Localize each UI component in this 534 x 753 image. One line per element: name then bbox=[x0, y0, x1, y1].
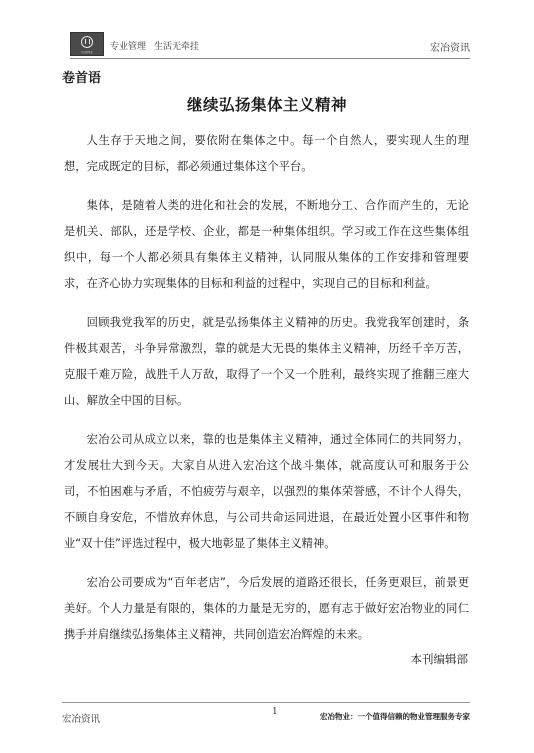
article-paragraph-3: 回顾我党我军的历史，就是弘扬集体主义精神的历史。我党我军创建时，条件极其艰苦，斗争异常激烈，靠的就是大无畏的集体主义精神，历经千辛万苦，克服千难万险，战胜千人万敌，取得了一个又一个胜利，最终实现了推翻三座大山、解放全中国的目标。 bbox=[64, 316, 469, 407]
header-slogan bbox=[110, 39, 199, 52]
logo-emblem-icon bbox=[81, 36, 93, 48]
slogan-left: 专业管理 bbox=[110, 42, 147, 52]
footer-publication-title: 宏冶资讯 bbox=[62, 714, 101, 725]
article-signature: 本刊编辑部 bbox=[410, 652, 468, 666]
article-body bbox=[64, 128, 469, 661]
article-paragraph-1: 人生存于天地之间，要依附在集体之中。每一个自然人，要实现人生的理想，完成既定的目标，都必须通过集体这个平台。 bbox=[64, 134, 469, 173]
page-footer bbox=[62, 702, 470, 727]
page-number: 1 bbox=[272, 707, 278, 717]
footer-tagline: 宏冶物业：一个值得信赖的物业管理服务专家 bbox=[320, 712, 470, 721]
header-publication-title: 宏冶资讯 bbox=[430, 43, 470, 54]
article-paragraph-5: 宏冶公司要成为“百年老店”，今后发展的道路还很长，任务更艰巨，前景更美好。个人力量是有限的，集体的力量是无穷的，愿有志于做好宏冶物业的同仁携手并肩继续弘扬集体主义精神，共同创造宏冶辉煌的未来。 bbox=[64, 576, 469, 641]
slogan-right: 生活无牵挂 bbox=[154, 42, 200, 52]
section-label: 卷首语 bbox=[62, 71, 102, 86]
page-header bbox=[70, 32, 470, 59]
logo-text: 宏冶物业 bbox=[80, 51, 93, 54]
article-paragraph-2: 集体，是随着人类的进化和社会的发展，不断地分工、合作而产生的，无论是机关、部队，还是学校、企业，都是一种集体组织。学习或工作在这些集体组织中，每一个人都必须具有集体主义精神，认同服从集体的工作安排和管理要求，在齐心协力实现集体的目标和利益的过程中，实现自己的目标和利益。 bbox=[64, 199, 469, 290]
article-paragraph-4: 宏冶公司从成立以来，靠的也是集体主义精神，通过全体同仁的共同努力，才发展壮大到今天。大家自从进入宏冶这个战斗集体，就高度认可和服务于公司，不怕困难与矛盾，不怕疲劳与艰辛，以强烈的集体荣誉感，不计个人得失，不顾自身安危，不惜放弃休息，与公司共命运同进退，在最近处置小区事件和物业“双十佳”评选过程中，极大地彰显了集体主义精神。 bbox=[64, 433, 469, 550]
article-title: 继续弘扬集体主义精神 bbox=[186, 96, 347, 114]
company-logo bbox=[70, 32, 104, 56]
